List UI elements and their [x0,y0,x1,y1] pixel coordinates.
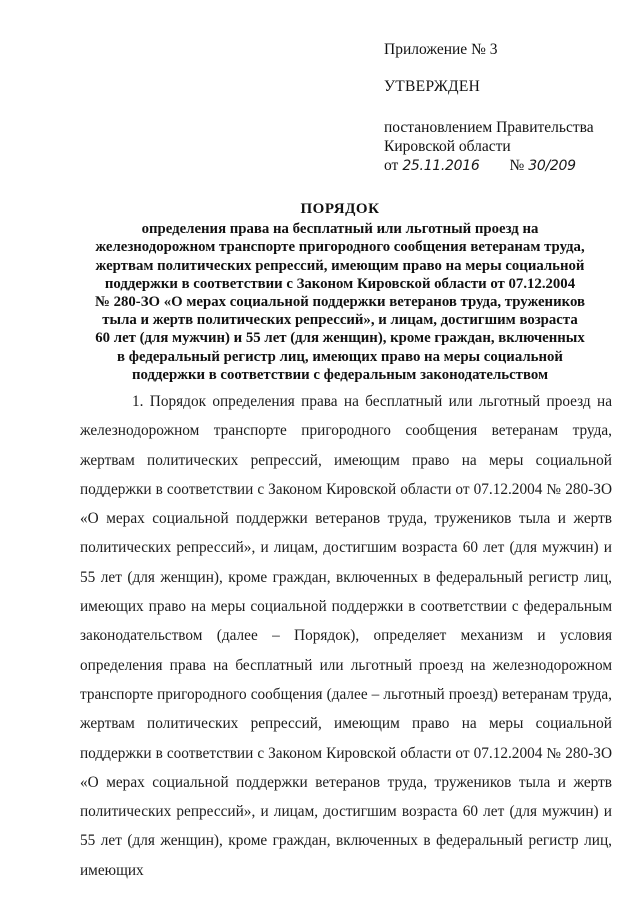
approval-date-row [384,156,624,176]
title-main: ПОРЯДОК [300,201,380,217]
approval-line-1: постановлением Правительства [384,119,594,136]
title-line: поддержки в соответствии с федеральным законодательством [131,366,549,383]
title-line: жертвам политических репрессий, имеющим право на меры социальной [95,257,585,274]
approval-line-2: Кировской области [384,138,511,155]
handwritten-number: 30/209 [528,158,576,174]
title-line: определения права на бесплатный или льготный проезд на [141,221,539,238]
body-paragraph-1: 1. Порядок определения права на бесплатный или льготный проезд на железнодорожном транспорте пригородного сообщения ветеранам труда, жертвам политических репрессий, имеющим право на меры социальной поддержки в соответствии с Законом Кировской области от 07.12.2004 № 280-ЗО «О мерах социальной поддержки ветеранов труда, тружеников тыла и жертв политических репрессий», и лицам, достигшим возраста 60 лет (для мужчин) и 55 лет (для женщин), кроме граждан, включенных в федеральный регистр лиц, имеющих право на меры социальной поддержки в соответствии с федеральным законодательством (далее – Порядок), определяет механизм и условия определения права на бесплатный или льготный проезд на железнодорожном транспорте пригородного сообщения (далее – льготный проезд) ветеранам труда, жертвам политических репрессий, имеющим право на меры социальной поддержки в соответствии с Законом Кировской области от 07.12.2004 № 280-ЗО «О мерах социальной поддержки ветеранов труда, тружеников тыла и жертв политических репрессий», и лицам, достигшим возраста 60 лет (для мужчин) и 55 лет (для женщин), кроме граждан, включенных в федеральный регистр лиц, имеющих [80,393,612,879]
date-prefix: от [384,157,399,174]
handwritten-date: 25.11.2016 [402,158,480,174]
appendix-label: Приложение № 3 [384,41,498,58]
approval-stamp [384,40,624,176]
number-prefix: № [509,157,525,174]
title-line: поддержки в соответствии с Законом Кировской области от 07.12.2004 [104,275,576,292]
title-line: № 280-ЗО «О мерах социальной поддержки ветеранов труда, тружеников [95,294,585,311]
document-title [80,200,600,384]
title-line: в федеральный регистр лиц, имеющих право на меры социальной [117,348,563,365]
title-line: 60 лет (для мужчин) и 55 лет (для женщин), кроме граждан, включенных [95,330,585,347]
title-line: тыла и жертв политических репрессий», и лицам, достигшим возраста [102,312,578,329]
approved-label: УТВЕРЖДЕН [384,78,481,95]
number-group [510,156,576,176]
title-line: железнодорожном транспорте пригородного сообщения ветеранам труда, [95,239,585,256]
